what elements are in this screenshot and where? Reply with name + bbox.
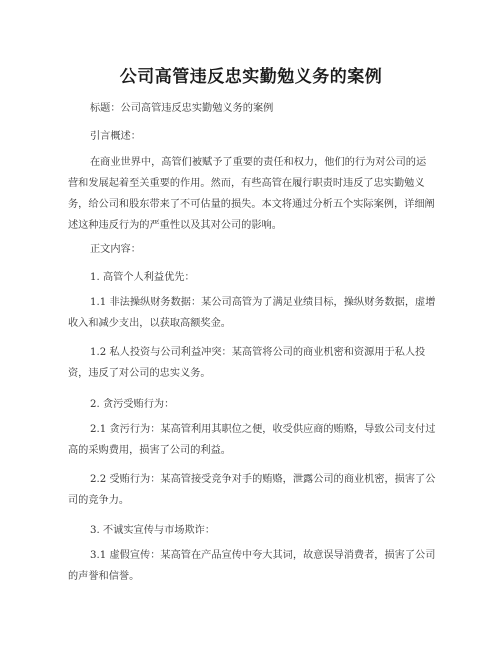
section-item: 3.1 虚假宣传：某高管在产品宣传中夸大其词，故意误导消费者，损害了公司的声誉和信誉。 (68, 550, 436, 582)
section-heading: 1. 高管个人利益优先： (90, 272, 195, 283)
body-label: 正文内容： (90, 244, 141, 255)
section-item: 2.1 贪污行为：某高管利用其职位之便，收受供应商的贿赂，导致公司支付过高的采购费用，损害了公司的利益。 (68, 424, 436, 456)
intro-label: 引言概述： (90, 131, 141, 142)
title-label: 标题：公司高管违反忠实勤勉义务的案例 (90, 103, 274, 114)
section-item: 2.2 受贿行为：某高管接受竞争对手的贿赂，泄露公司的商业机密，损害了公司的竞争力。 (68, 474, 436, 506)
intro-paragraph: 在商业世界中，高管们被赋予了重要的责任和权力，他们的行为对公司的运营和发展起着至关重要的作用。然而，有些高管在履行职责时违反了忠实勤勉义务，给公司和股东带来了不可估量的损失。本文将通过分析五个实际案例，详细阐述这种违反行为的严重性以及其对公司的影响。 (68, 157, 435, 231)
section-heading: 3. 不诚实宣传与市场欺诈： (90, 525, 216, 536)
section-item: 1.2 私人投资与公司利益冲突：某高管将公司的商业机密和资源用于私人投资，违反了对公司的忠实义务。 (68, 347, 426, 379)
section-heading: 2. 贪污受贿行为： (90, 399, 175, 410)
section-item: 1.1 非法操纵财务数据：某公司高管为了满足业绩目标，操纵财务数据，虚增收入和减少支出，以获取高额奖金。 (68, 297, 436, 329)
document-title: 公司高管违反忠实勤勉义务的案例 (119, 67, 383, 87)
